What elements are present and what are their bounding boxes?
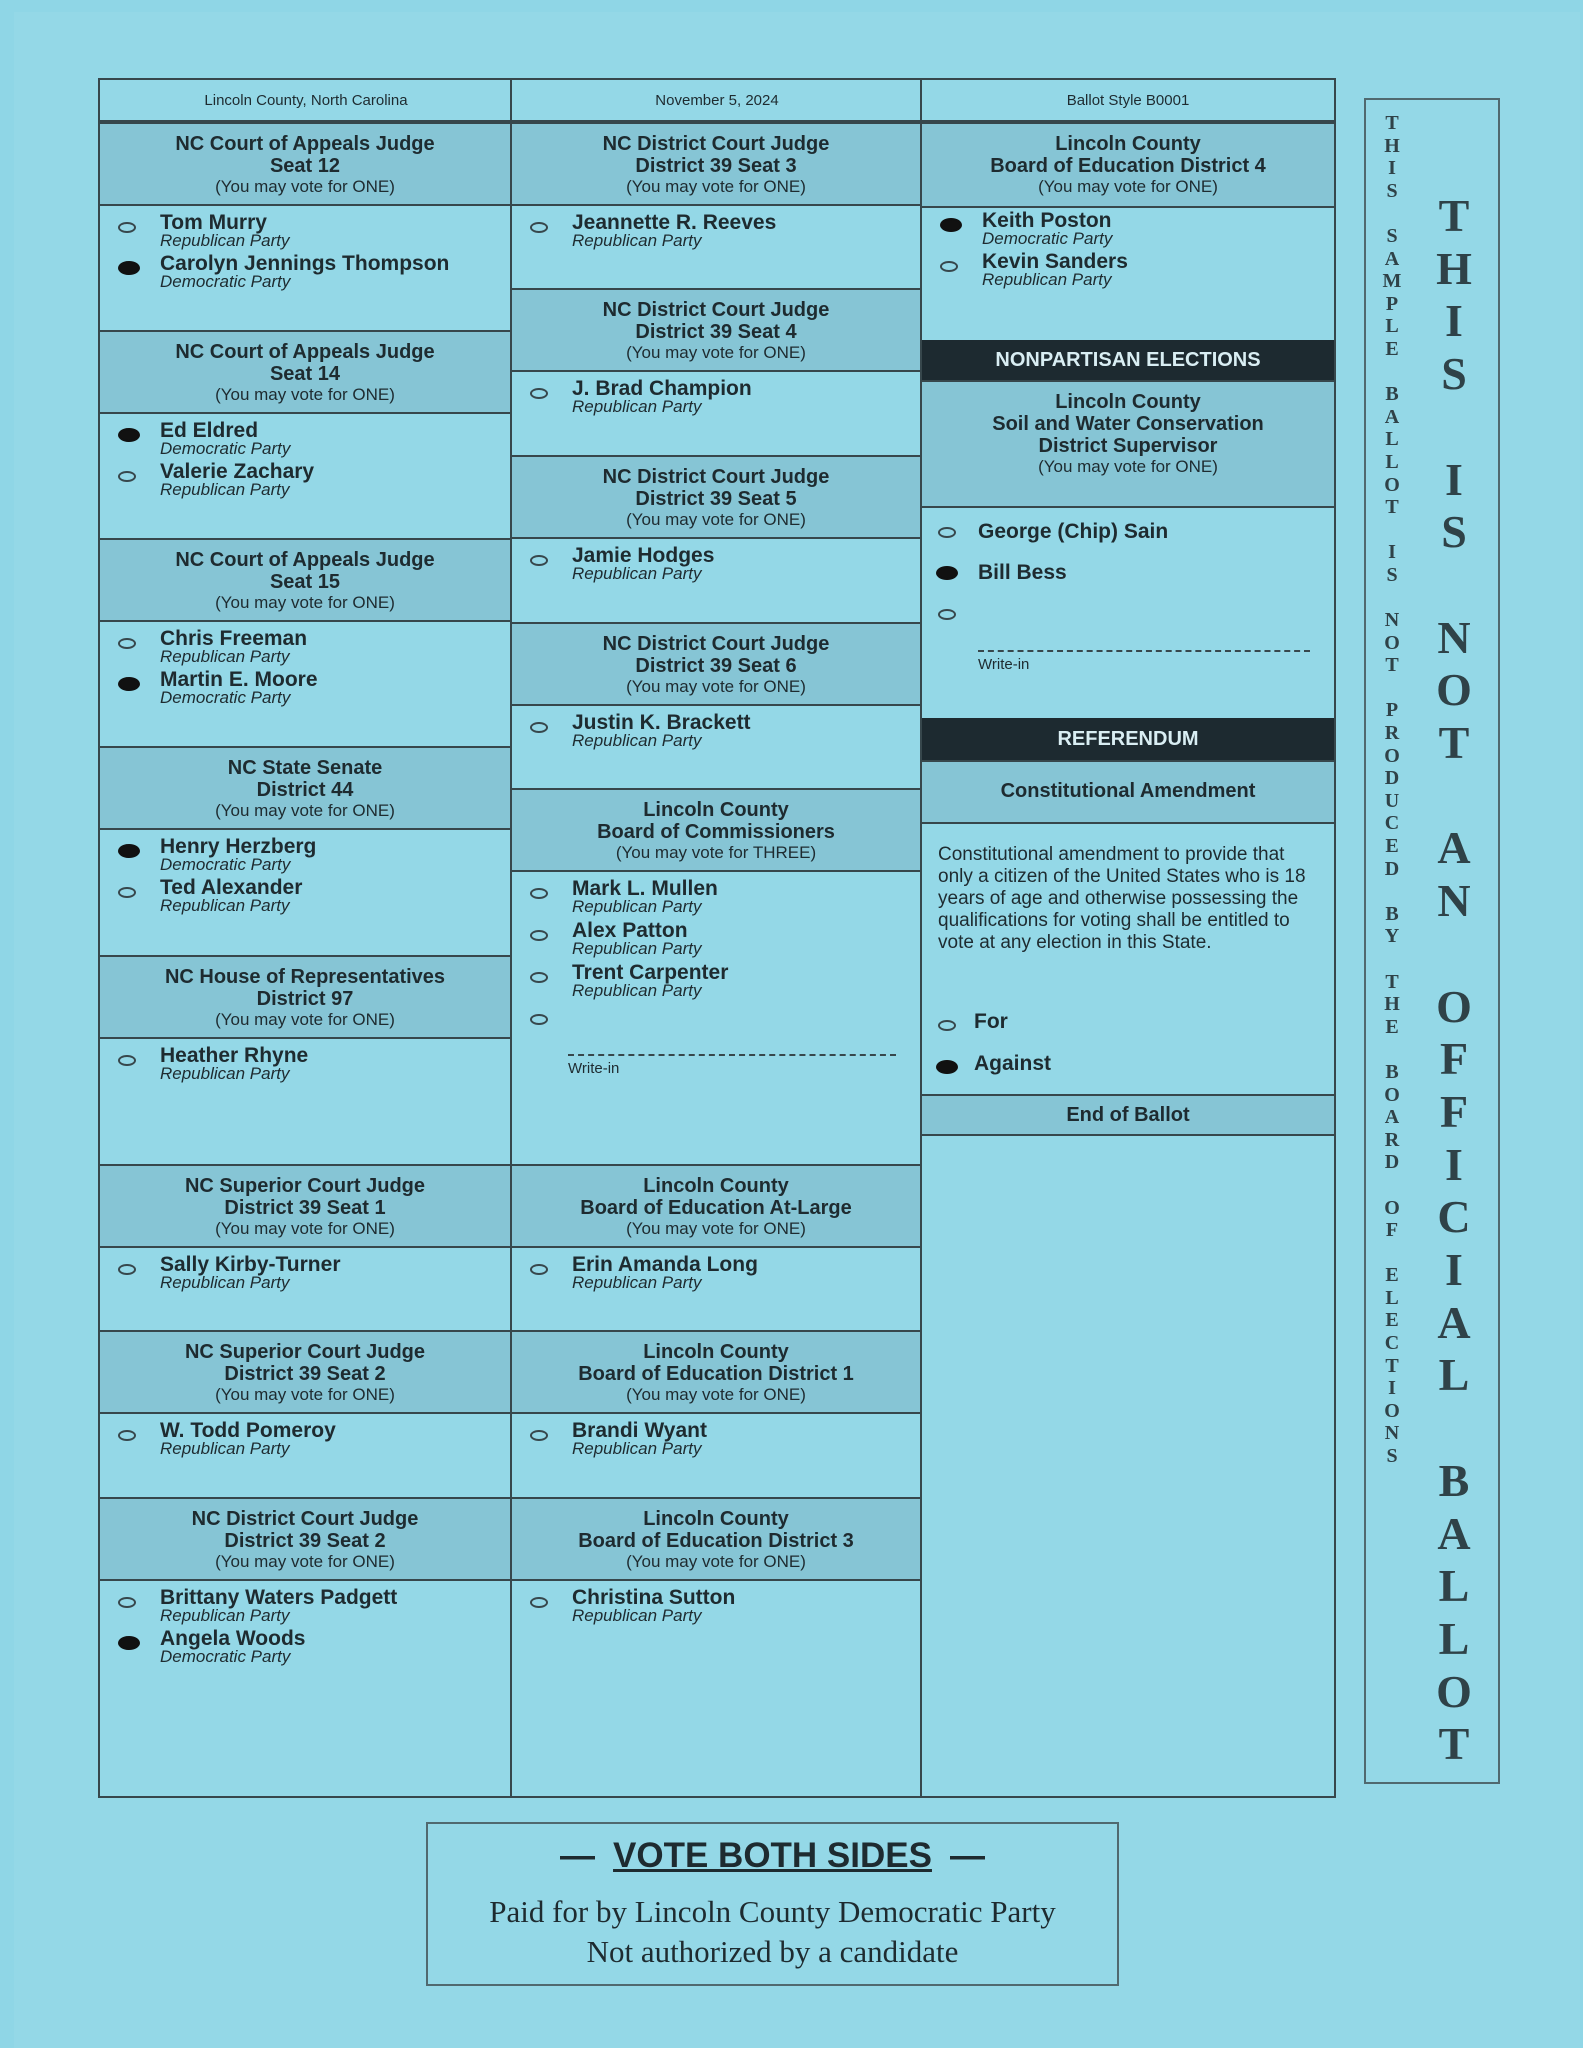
candidate-party: Republican Party <box>572 397 702 416</box>
contest-header <box>512 122 920 206</box>
contest-title: District 39 Seat 2 <box>224 1363 386 1385</box>
vote-oval[interactable] <box>118 677 140 691</box>
column-2 <box>512 122 920 1796</box>
vote-oval[interactable] <box>530 388 548 399</box>
candidate-name: Sally Kirby-Turner <box>160 1253 341 1276</box>
candidate-party: Republican Party <box>572 1273 702 1292</box>
candidate-name: Christina Sutton <box>572 1586 736 1609</box>
contest-title: NC Court of Appeals Judge <box>175 549 435 571</box>
contest-header <box>100 1164 510 1248</box>
write-in-line[interactable] <box>568 1054 896 1056</box>
candidate-party: Democratic Party <box>160 855 291 874</box>
header-style: Ballot Style B0001 <box>922 80 1334 122</box>
vote-oval[interactable] <box>118 844 140 858</box>
vote-instruction: (You may vote for ONE) <box>215 801 395 820</box>
vote-oval[interactable] <box>118 638 136 649</box>
candidate-row[interactable] <box>100 835 510 880</box>
candidate-row[interactable] <box>512 961 920 1006</box>
vote-oval[interactable] <box>118 1597 136 1608</box>
candidate-row[interactable] <box>100 1419 510 1464</box>
vote-oval[interactable] <box>118 1430 136 1441</box>
contest-title: District 39 Seat 1 <box>224 1197 386 1219</box>
write-in-line[interactable] <box>978 650 1310 652</box>
contest-header <box>100 955 510 1039</box>
contest-title: Board of Education District 3 <box>578 1530 854 1552</box>
vote-oval[interactable] <box>118 1055 136 1066</box>
vote-oval[interactable] <box>530 930 548 941</box>
candidate-name: Chris Freeman <box>160 627 308 650</box>
candidate-party: Republican Party <box>572 897 702 916</box>
contest-title: NC Court of Appeals Judge <box>175 133 435 155</box>
vote-instruction: (You may vote for ONE) <box>626 1552 806 1571</box>
candidate-party: Republican Party <box>572 731 702 750</box>
candidate-row[interactable] <box>922 519 1334 561</box>
candidate-party: Democratic Party <box>982 229 1113 248</box>
candidate-name: Tom Murry <box>160 211 267 234</box>
vote-oval[interactable] <box>936 1060 958 1074</box>
write-in-row[interactable] <box>922 601 1334 643</box>
vote-oval[interactable] <box>530 972 548 983</box>
write-in-row[interactable] <box>512 1006 920 1048</box>
contest-title: Lincoln County <box>643 799 789 821</box>
contest-title: District 39 Seat 6 <box>635 655 797 677</box>
vote-instruction: (You may vote for THREE) <box>615 843 817 862</box>
contest-title: NC District Court Judge <box>602 133 830 155</box>
vote-oval[interactable] <box>118 261 140 275</box>
candidate-row[interactable] <box>512 711 920 756</box>
candidate-name: George (Chip) Sain <box>978 520 1169 543</box>
vote-instruction: (You may vote for ONE) <box>626 510 806 529</box>
vote-oval[interactable] <box>940 218 962 232</box>
vote-oval[interactable] <box>118 471 136 482</box>
candidate-party: Republican Party <box>160 1606 290 1625</box>
candidate-row[interactable] <box>512 1253 920 1298</box>
contest-title: District 39 Seat 3 <box>635 155 797 177</box>
candidate-row[interactable] <box>512 377 920 422</box>
contest-title: NC Superior Court Judge <box>184 1175 425 1197</box>
candidate-name: Carolyn Jennings Thompson <box>160 252 450 275</box>
candidate-name: Valerie Zachary <box>160 460 315 483</box>
vote-instruction: (You may vote for ONE) <box>215 593 395 612</box>
contest-title: NC District Court Judge <box>602 466 830 488</box>
candidate-name: W. Todd Pomeroy <box>160 1419 336 1442</box>
vote-instruction: (You may vote for ONE) <box>626 1385 806 1404</box>
side-notice-small: T H I S S A M P L E B A L L O T I S N O T P R O D U C E D B Y T H E B O A R D O F E L E C T I O N S <box>1382 112 1402 1468</box>
contest-title: District 39 Seat 4 <box>635 321 797 343</box>
write-in-label: Write-in <box>978 656 1030 673</box>
contest-header <box>512 788 920 872</box>
candidate-party: Democratic Party <box>160 688 291 707</box>
candidate-row[interactable] <box>512 919 920 964</box>
option-row[interactable] <box>922 1054 1334 1096</box>
vote-both-sides: — VOTE BOTH SIDES — <box>560 1836 985 1875</box>
contest-header <box>100 538 510 622</box>
candidate-party: Republican Party <box>572 1439 702 1458</box>
vote-oval[interactable] <box>530 1264 548 1275</box>
contest-title: Board of Education At-Large <box>580 1197 852 1219</box>
candidate-row[interactable] <box>100 1627 510 1672</box>
referendum-banner: REFERENDUM <box>922 718 1334 760</box>
candidate-row[interactable] <box>922 560 1334 602</box>
side-notice-big: T H I S I S N O T A N O F F I C I A L B A L L O T <box>1436 190 1472 1770</box>
candidate-name: Ed Eldred <box>160 419 259 442</box>
candidate-party: Democratic Party <box>160 1647 291 1666</box>
vote-oval[interactable] <box>940 261 958 272</box>
candidate-name: Justin K. Brackett <box>572 711 751 734</box>
candidate-row[interactable] <box>512 1419 920 1464</box>
contest-title: NC District Court Judge <box>602 633 830 655</box>
candidate-name: Angela Woods <box>160 1627 306 1650</box>
vote-instruction: (You may vote for ONE) <box>626 677 806 696</box>
candidate-name: Keith Poston <box>982 209 1112 232</box>
contest-header: Lincoln County Soil and Water Conservation District Supervisor (You may vote for ONE) <box>922 380 1334 508</box>
paid-for-line: Paid for by Lincoln County Democratic Party <box>489 1894 1056 1929</box>
contest-header <box>512 288 920 372</box>
contest-title: Lincoln County <box>643 1341 789 1363</box>
candidate-party: Republican Party <box>160 647 290 666</box>
candidate-row[interactable] <box>100 211 510 256</box>
contest-title: District 39 Seat 5 <box>635 488 797 510</box>
contest-title: NC Superior Court Judge <box>184 1341 425 1363</box>
vote-instruction: (You may vote for ONE) <box>215 1385 395 1404</box>
candidate-row[interactable] <box>100 1044 510 1089</box>
candidate-party: Republican Party <box>572 231 702 250</box>
candidate-name: Brandi Wyant <box>572 1419 707 1442</box>
candidate-party: Republican Party <box>160 1439 290 1458</box>
vote-oval[interactable] <box>938 1020 956 1031</box>
candidate-row[interactable] <box>512 877 920 922</box>
candidate-party: Republican Party <box>572 564 702 583</box>
vote-oval[interactable] <box>938 609 956 620</box>
nonpartisan-banner: NONPARTISAN ELECTIONS <box>922 340 1334 380</box>
vote-oval[interactable] <box>118 1636 140 1650</box>
vote-oval[interactable] <box>530 888 548 899</box>
candidate-party: Democratic Party <box>160 272 291 291</box>
vote-oval[interactable] <box>530 1430 548 1441</box>
contest-title: Board of Education District 1 <box>578 1363 854 1385</box>
candidate-name: Alex Patton <box>572 919 688 942</box>
vote-oval[interactable] <box>530 722 548 733</box>
vote-instruction: (You may vote for ONE) <box>626 343 806 362</box>
candidate-name: Martin E. Moore <box>160 668 318 691</box>
option-label: Against <box>974 1052 1052 1075</box>
contest-title: NC District Court Judge <box>191 1508 419 1530</box>
candidate-name: Ted Alexander <box>160 876 303 899</box>
vote-instruction: (You may vote for ONE) <box>215 177 395 196</box>
vote-oval[interactable] <box>530 1597 548 1608</box>
contest-header: Constitutional Amendment <box>922 760 1334 824</box>
contest-title: District 39 Seat 2 <box>224 1530 386 1552</box>
candidate-party: Republican Party <box>982 270 1112 289</box>
candidate-name: Mark L. Mullen <box>572 877 718 900</box>
candidate-party: Republican Party <box>572 981 702 1000</box>
candidate-row[interactable] <box>100 668 510 713</box>
vote-oval[interactable] <box>118 222 136 233</box>
vote-oval[interactable] <box>118 1264 136 1275</box>
vote-oval[interactable] <box>936 566 958 580</box>
contest-title: Lincoln County <box>643 1175 789 1197</box>
contest-title: District 97 <box>256 988 354 1010</box>
end-of-ballot: End of Ballot <box>922 1094 1334 1136</box>
footer-box <box>426 1822 1119 1986</box>
contest-title: District 44 <box>256 779 354 801</box>
option-row[interactable] <box>922 1012 1334 1054</box>
candidate-row[interactable] <box>100 627 510 672</box>
vote-oval[interactable] <box>530 1014 548 1025</box>
contest-header <box>100 1330 510 1414</box>
candidate-party: Republican Party <box>160 896 290 915</box>
contest-title: NC State Senate <box>227 757 383 779</box>
contest-title: Lincoln County <box>643 1508 789 1530</box>
candidate-row[interactable] <box>100 252 510 297</box>
candidate-name: Jamie Hodges <box>572 544 715 567</box>
vote-instruction: (You may vote for ONE) <box>626 1219 806 1238</box>
contest-title: NC House of Representatives <box>164 966 446 988</box>
vote-oval[interactable] <box>118 887 136 898</box>
contest-title: Seat 14 <box>269 363 341 385</box>
vote-instruction: (You may vote for ONE) <box>215 1010 395 1029</box>
ballot-grid <box>98 78 1336 1798</box>
vote-oval[interactable] <box>118 428 140 442</box>
candidate-name: Jeannette R. Reeves <box>572 211 777 234</box>
candidate-row[interactable] <box>100 460 510 505</box>
amendment-text: Constitutional amendment to provide that only a citizen of the United States who is 18 years of age and otherwise possessing the qualifications for voting shall be entitled to vote at any election in this State. <box>938 844 1306 953</box>
not-authorized-line: Not authorized by a candidate <box>586 1934 959 1969</box>
contest-header <box>100 122 510 206</box>
candidate-row[interactable] <box>100 876 510 921</box>
candidate-party: Republican Party <box>572 939 702 958</box>
contest-header <box>512 1330 920 1414</box>
option-label: For <box>974 1010 1008 1033</box>
candidate-party: Republican Party <box>160 231 290 250</box>
candidate-name: Erin Amanda Long <box>572 1253 758 1276</box>
candidate-row[interactable] <box>922 209 1334 254</box>
vote-instruction: (You may vote for ONE) <box>215 1552 395 1571</box>
contest-header: Lincoln County Board of Education District 4 (You may vote for ONE) <box>922 122 1334 208</box>
candidate-party: Republican Party <box>160 480 290 499</box>
column-3 <box>922 122 1334 1796</box>
contest-header <box>512 455 920 539</box>
vote-oval[interactable] <box>938 527 956 538</box>
contest-title: NC Court of Appeals Judge <box>175 341 435 363</box>
column-1 <box>100 122 510 1796</box>
contest-title: Seat 15 <box>269 571 341 593</box>
candidate-name: Henry Herzberg <box>160 835 317 858</box>
contest-header <box>512 622 920 706</box>
header-county: Lincoln County, North Carolina <box>100 80 512 122</box>
candidate-row[interactable] <box>100 419 510 464</box>
contest-title: Board of Commissioners <box>597 821 835 843</box>
candidate-row[interactable] <box>512 544 920 589</box>
contest-header <box>100 746 510 830</box>
candidate-party: Republican Party <box>572 1606 702 1625</box>
vote-instruction: (You may vote for ONE) <box>215 385 395 404</box>
vote-oval[interactable] <box>530 222 548 233</box>
contest-header <box>100 330 510 414</box>
candidate-row[interactable] <box>512 211 920 256</box>
contest-title: NC District Court Judge <box>602 299 830 321</box>
candidate-name: Bill Bess <box>978 561 1067 584</box>
candidate-name: Brittany Waters Padgett <box>160 1586 398 1609</box>
vote-oval[interactable] <box>530 555 548 566</box>
candidate-name: J. Brad Champion <box>572 377 752 400</box>
write-in-label: Write-in <box>568 1060 620 1077</box>
candidate-row[interactable] <box>922 250 1334 295</box>
contest-header <box>512 1164 920 1248</box>
contest-title: Seat 12 <box>269 155 341 177</box>
candidate-party: Democratic Party <box>160 439 291 458</box>
candidate-party: Republican Party <box>160 1064 290 1083</box>
candidate-row[interactable] <box>512 1586 920 1631</box>
candidate-name: Kevin Sanders <box>982 250 1128 273</box>
header-date: November 5, 2024 <box>512 80 922 122</box>
candidate-name: Trent Carpenter <box>572 961 729 984</box>
candidate-party: Republican Party <box>160 1273 290 1292</box>
contest-header <box>100 1497 510 1581</box>
contest-header <box>512 1497 920 1581</box>
candidate-row[interactable] <box>100 1253 510 1298</box>
candidate-row[interactable] <box>100 1586 510 1631</box>
candidate-name: Heather Rhyne <box>160 1044 309 1067</box>
vote-instruction: (You may vote for ONE) <box>215 1219 395 1238</box>
vote-instruction: (You may vote for ONE) <box>626 177 806 196</box>
